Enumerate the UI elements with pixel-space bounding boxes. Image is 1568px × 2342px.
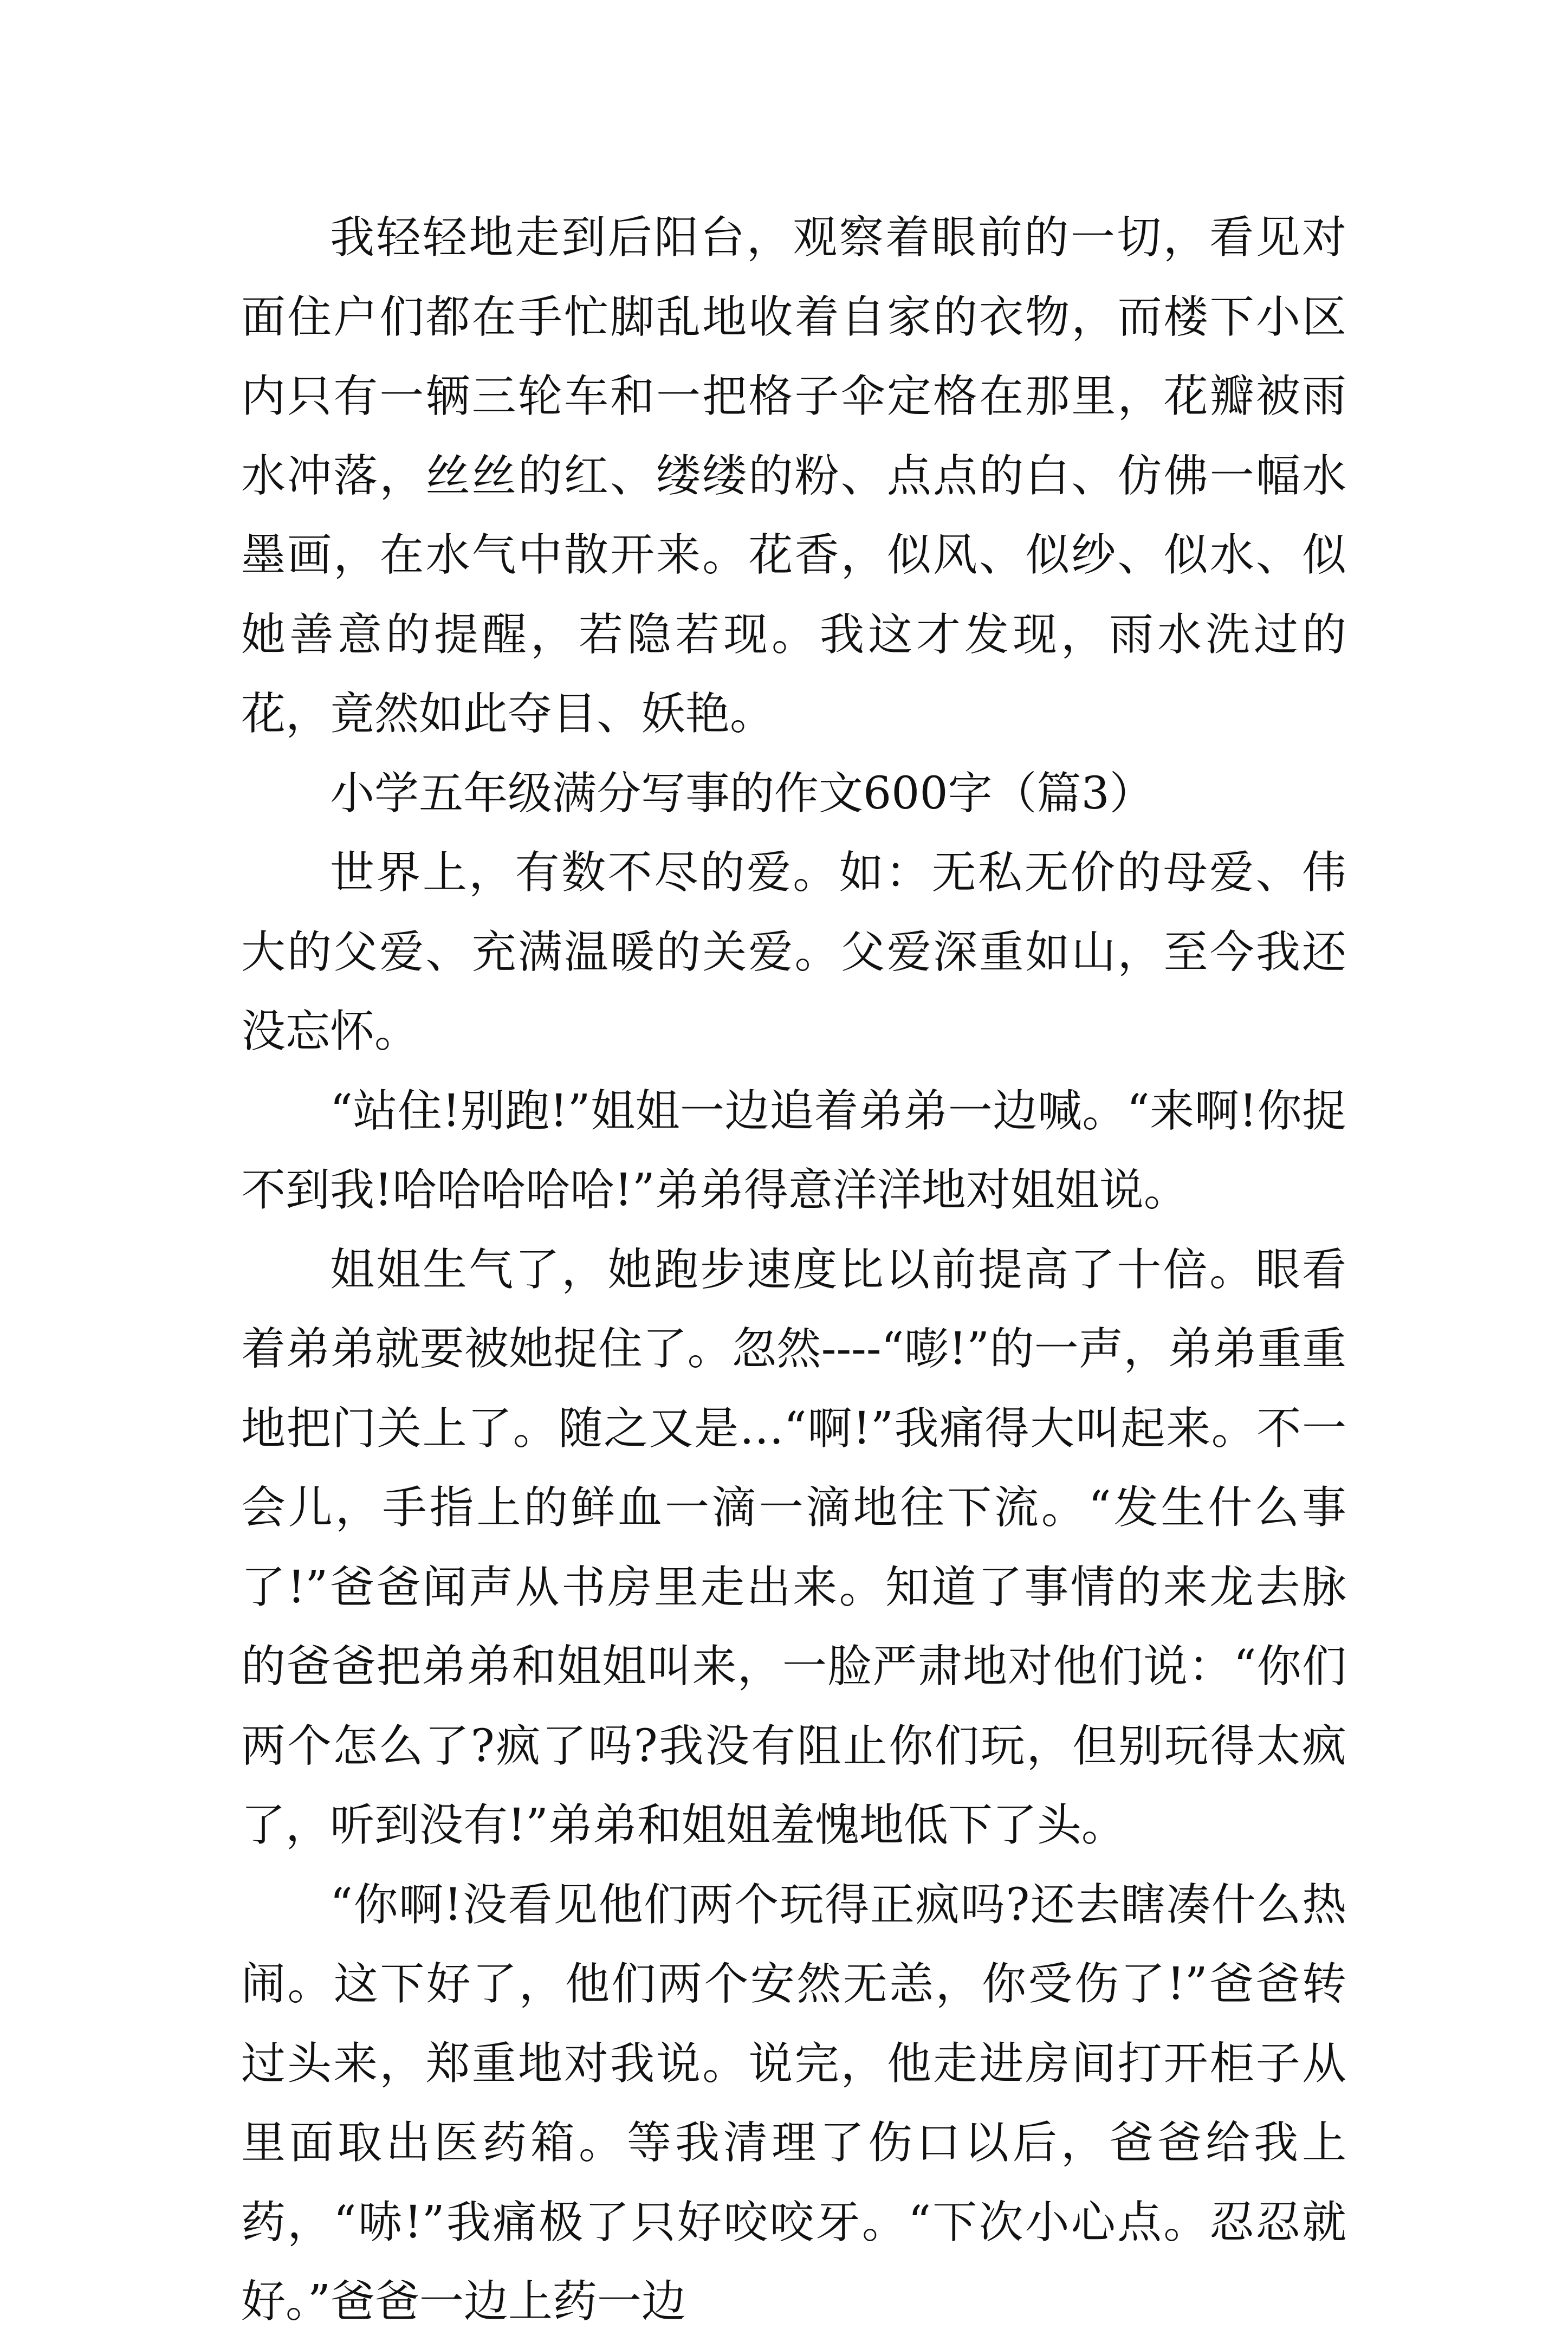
paragraph-chase-dialogue: “站住!别跑!”姐姐一边追着弟弟一边喊。“来啊!你捉不到我!哈哈哈哈哈!”弟弟得意洋洋地对姐姐说。 [241, 1085, 1346, 1216]
paragraph-father-care: “你啊!没看见他们两个玩得正疯吗?还去瞎凑什么热闹。这下好了，他们两个安然无恙，你受伤了!”爸爸转过头来，郑重地对我说。说完，他走进房间打开柜子从里面取出医药箱。等我清理了伤口以后，爸爸给我上药，“哧!”我痛极了只好咬咬牙。“下次小心点。忍忍就好。”爸爸一边上药一边 [241, 1879, 1346, 2327]
document-body [241, 198, 1346, 2342]
paragraph-love-intro: 世界上，有数不尽的爱。如：无私无价的母爱、伟大的父爱、充满温暖的关爱。父爱深重如山，至今我还没忘怀。 [241, 847, 1346, 1057]
paragraph-balcony-rain: 我轻轻地走到后阳台，观察着眼前的一切，看见对面住户们都在手忙脚乱地收着自家的衣物，而楼下小区内只有一辆三轮车和一把格子伞定格在那里，花瓣被雨水冲落，丝丝的红、缕缕的粉、点点的白、仿佛一幅水墨画，在水气中散开来。花香，似风、似纱、似水、似她善意的提醒，若隐若现。我这才发现，雨水洗过的花，竟然如此夺目、妖艳。 [241, 212, 1346, 740]
paragraph-door-injury: 姐姐生气了，她跑步速度比以前提高了十倍。眼看着弟弟就要被她捉住了。忽然----“嘭!”的一声，弟弟重重地把门关上了。随之又是…“啊!”我痛得大叫起来。不一会儿，手指上的鲜血一滴一滴地往下流。“发生什么事了!”爸爸闻声从书房里走出来。知道了事情的来龙去脉的爸爸把弟弟和姐姐叫来，一脸严肃地对他们说：“你们两个怎么了?疯了吗?我没有阻止你们玩，但别玩得太疯了，听到没有!”弟弟和姐姐羞愧地低下了头。 [241, 1244, 1346, 1851]
essay-heading: 小学五年级满分写事的作文600字（篇3） [330, 767, 1154, 819]
